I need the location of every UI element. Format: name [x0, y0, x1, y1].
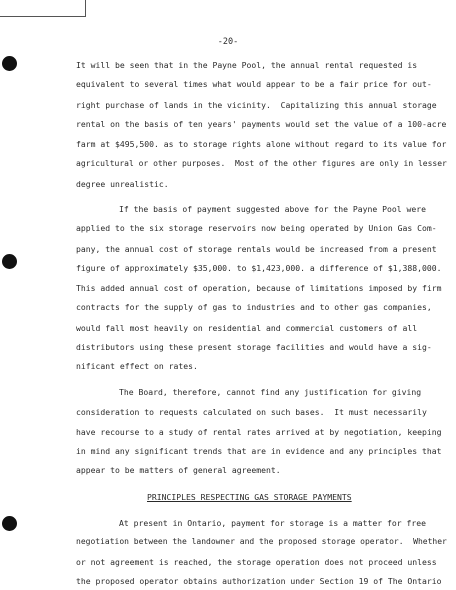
- paragraph-2-line-4: figure of approximately $35,000. to $1,423,000. a difference of $1,388,000.: [76, 263, 442, 274]
- paragraph-3-line-2: consideration to requests calculated on such bases. It must necessarily: [76, 407, 427, 418]
- paragraph-1-line-4: rental on the basis of ten years' payments would set the value of a 100-acre: [76, 119, 447, 130]
- paragraph-3-line-3: have recourse to a study of rental rates arrived at by negotiation, keeping: [76, 426, 442, 437]
- paragraph-3-line-5: appear to be matters of general agreement.: [76, 465, 281, 476]
- binder-hole-top: [2, 56, 17, 71]
- paragraph-4-line-1: At present in Ontario, payment for storage is a matter for free: [119, 517, 426, 528]
- paragraph-1-line-6: agricultural or other purposes. Most of the other figures are only in lesser: [76, 159, 447, 169]
- paragraph-4-line-4: the proposed operator obtains authorization under Section 19 of The Ontario: [76, 576, 442, 587]
- top-border-line: [0, 16, 86, 17]
- binder-hole-bottom: [2, 516, 17, 531]
- paragraph-1-line-5: farm at $495,500. as to storage rights alone without regard to its value for: [76, 138, 447, 149]
- paragraph-2-line-2: applied to the six storage reservoirs now being operated by Union Gas Com-: [76, 223, 437, 234]
- paragraph-3-line-4: in mind any significant trends that are in evidence and any principles that: [76, 446, 442, 456]
- paragraph-1-line-1: It will be seen that in the Payne Pool, the annual rental requested is: [76, 60, 418, 70]
- paragraph-2-line-1: If the basis of payment suggested above for the Payne Pool were: [119, 203, 426, 214]
- paragraph-3-line-1: The Board, therefore, cannot find any justification for giving: [119, 386, 422, 397]
- paragraph-2-line-7: would fall most heavily on residential and commercial customers of all: [76, 322, 418, 333]
- paragraph-1-line-2: equivalent to several times what would appear to be a fair price for out-: [76, 79, 432, 90]
- paragraph-4-line-3: or not agreement is reached, the storage operation does not proceed unless: [76, 556, 437, 567]
- page-number: -20-: [217, 37, 239, 47]
- section-heading: PRINCIPLES RESPECTING GAS STORAGE PAYMENTS: [147, 491, 352, 502]
- paragraph-4-line-2: negotiation between the landowner and the proposed storage operator. Whether: [76, 537, 447, 547]
- paragraph-2-line-9: nificant effect on rates.: [76, 361, 198, 372]
- binder-hole-middle: [2, 254, 17, 269]
- paragraph-2-line-3: pany, the annual cost of storage rentals would be increased from a present: [76, 243, 437, 254]
- paragraph-2-line-8: distributors using these present storage facilities and would have a sig-: [76, 342, 432, 352]
- paragraph-1-line-7: degree unrealistic.: [76, 178, 169, 189]
- paragraph-1-line-3: right purchase of lands in the vicinity. Capitalizing this annual storage: [76, 99, 437, 110]
- paragraph-2-line-6: contracts for the supply of gas to industries and to other gas companies,: [76, 302, 432, 313]
- top-border-tick: [85, 0, 86, 17]
- paragraph-2-line-5: This added annual cost of operation, because of limitations imposed by firm: [76, 282, 442, 293]
